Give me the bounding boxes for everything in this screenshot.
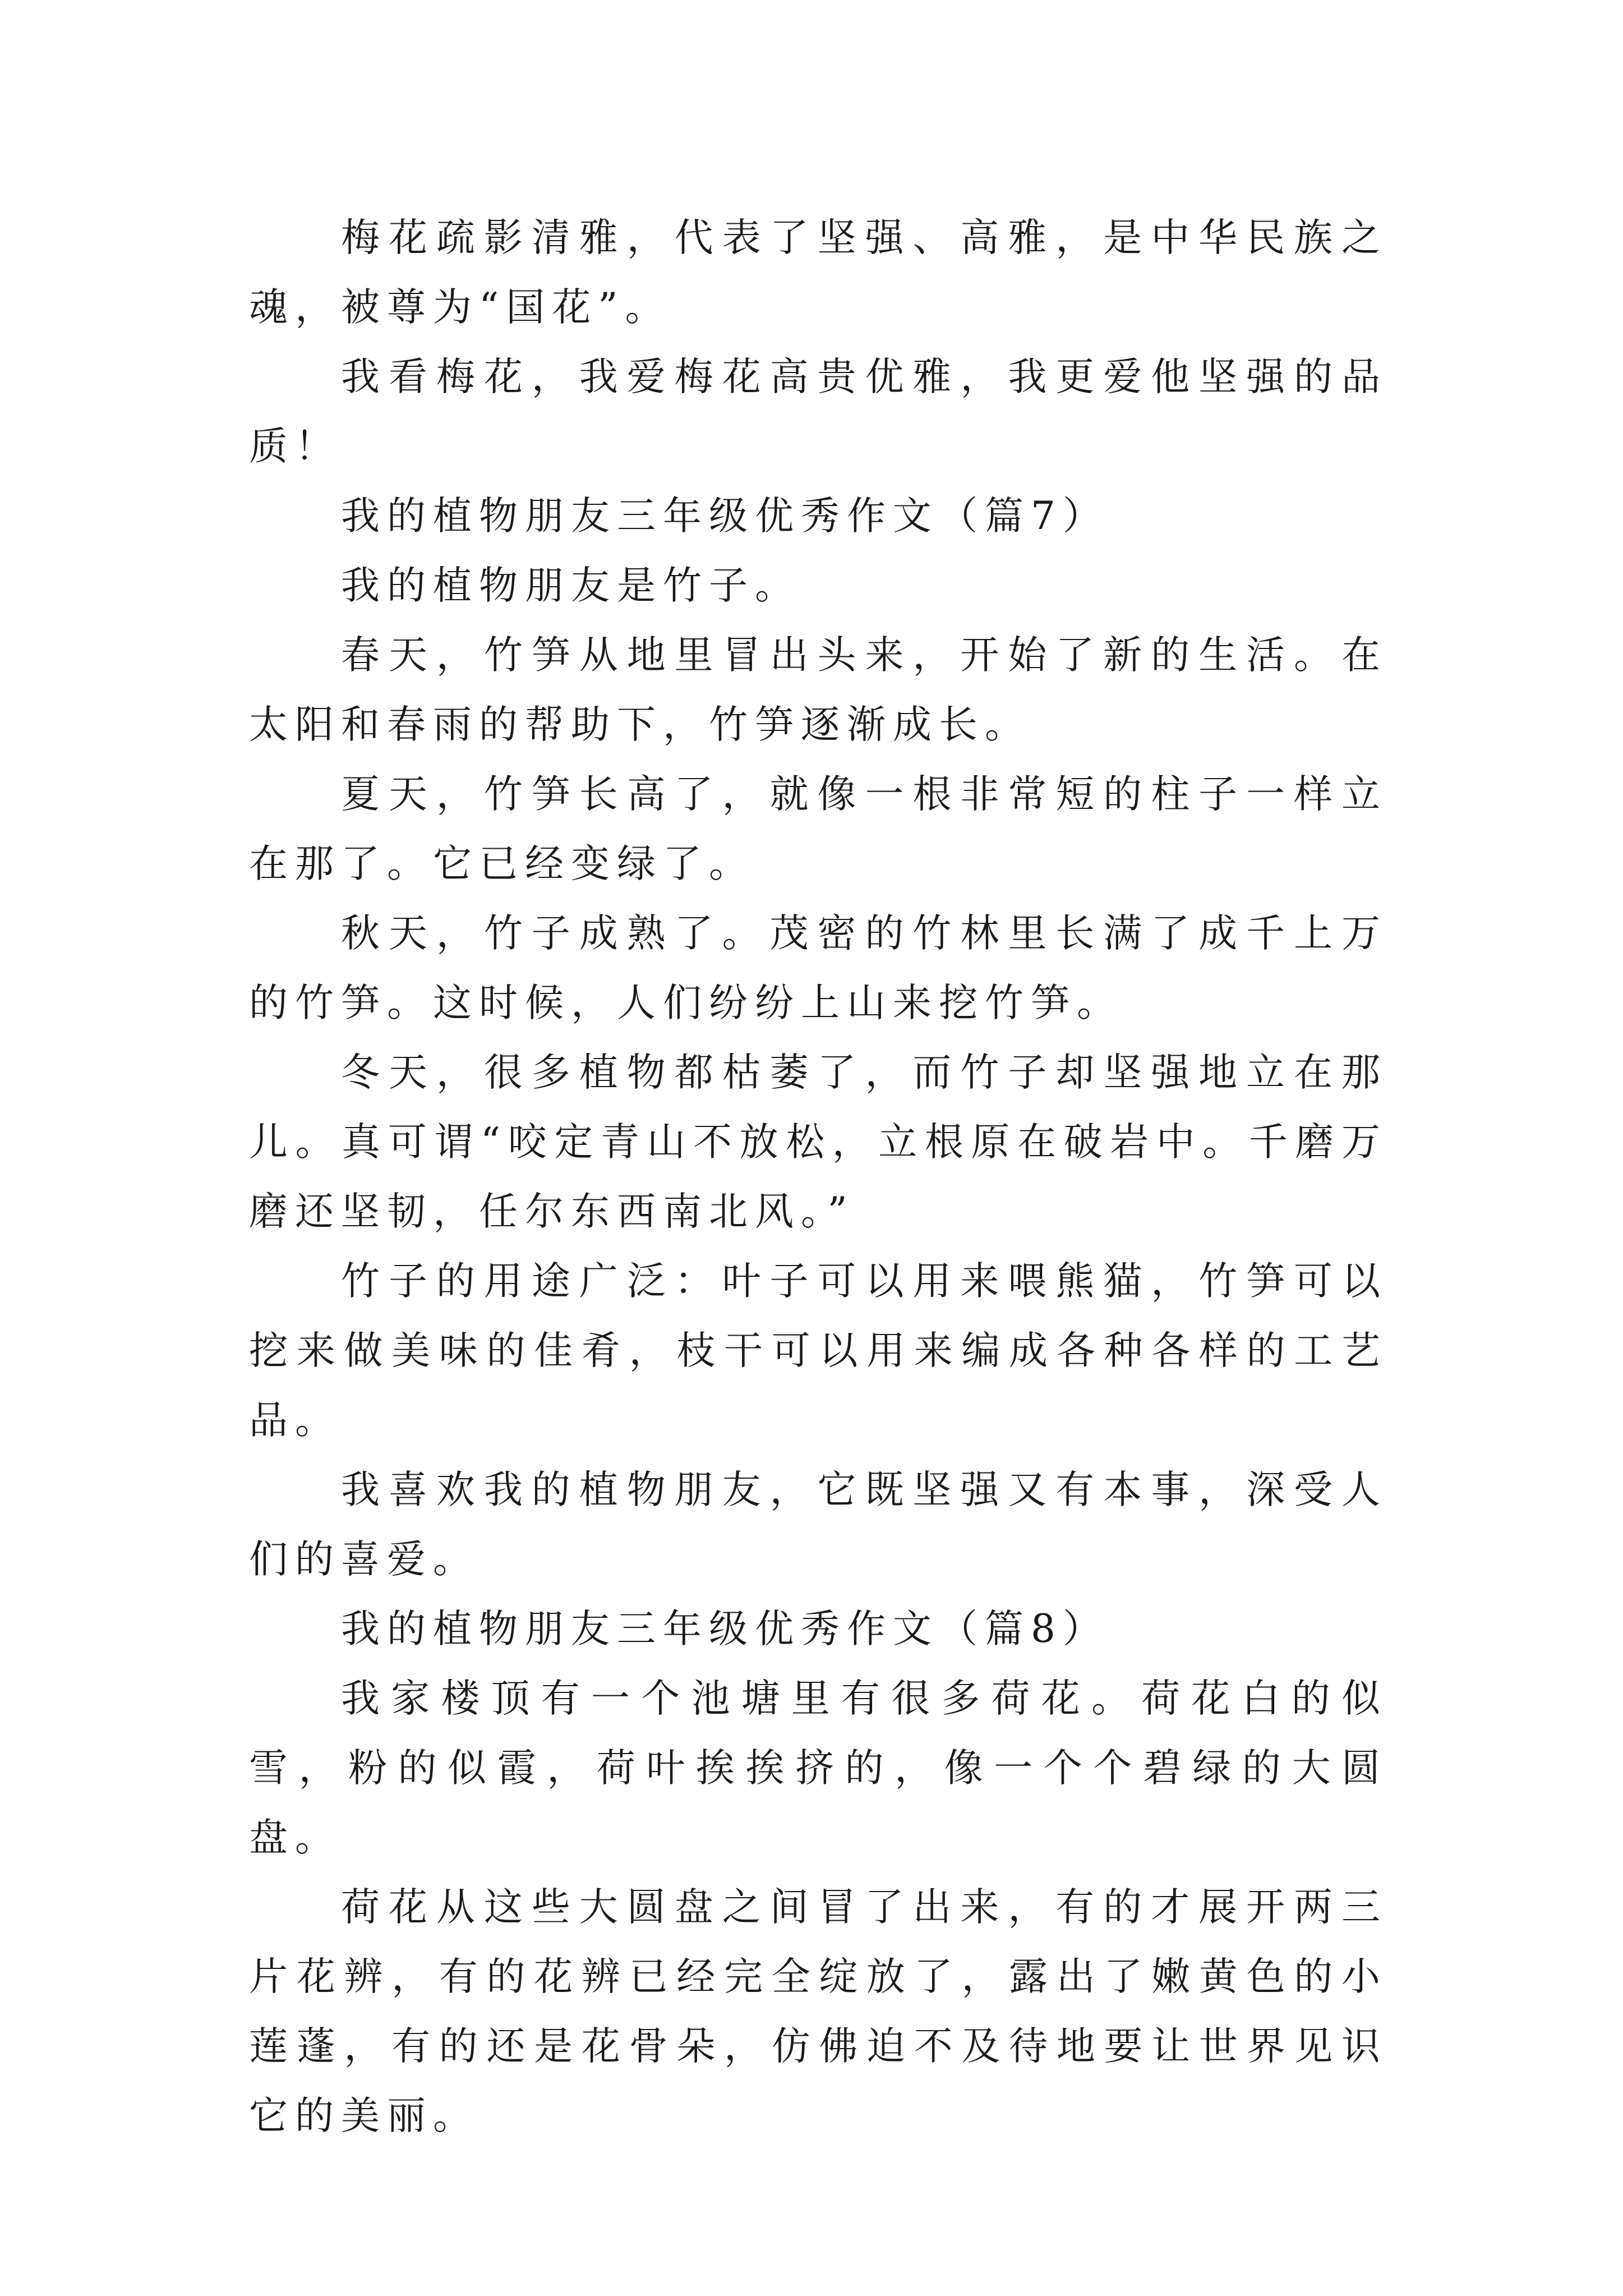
paragraph-bamboo-intro: 我的植物朋友是竹子。 bbox=[341, 563, 801, 608]
paragraph-lotus-bloom: 荷花从这些大圆盘之间冒了出来，有的才展开两三片花辨，有的花辨已经完全绽放了，露出了嫩黄色的小莲蓬，有的还是花骨朵，仿佛迫不及待地要让世界见识它的美丽。 bbox=[249, 1885, 1387, 2138]
essay-heading-8: 我的植物朋友三年级优秀作文（篇8） bbox=[341, 1607, 1109, 1651]
paragraph-plum-symbol: 梅花疏影清雅，代表了坚强、高雅，是中华民族之魂，被尊为“国花”。 bbox=[249, 215, 1387, 330]
essay-heading-7: 我的植物朋友三年级优秀作文（篇7） bbox=[341, 494, 1109, 539]
paragraph-lotus-pond: 我家楼顶有一个池塘里有很多荷花。荷花白的似雪，粉的似霞，荷叶挨挨挤的，像一个个碧绿的大圆盘。 bbox=[249, 1676, 1387, 1860]
paragraph-bamboo-like: 我喜欢我的植物朋友，它既坚强又有本事，深受人们的喜爱。 bbox=[249, 1467, 1387, 1582]
paragraph-winter: 冬天，很多植物都枯萎了，而竹子却坚强地立在那儿。真可谓“咬定青山不放松，立根原在破岩中。千磨万磨还坚韧，任尔东西南北风。” bbox=[249, 1050, 1387, 1234]
paragraph-summer: 夏天，竹笋长高了，就像一根非常短的柱子一样立在那了。它已经变绿了。 bbox=[249, 772, 1387, 886]
paragraph-autumn: 秋天，竹子成熟了。茂密的竹林里长满了成千上万的竹笋。这时候，人们纷纷上山来挖竹笋。 bbox=[249, 911, 1387, 1025]
body-text bbox=[249, 203, 1387, 2151]
paragraph-bamboo-uses: 竹子的用途广泛：叶子可以用来喂熊猫，竹笋可以挖来做美味的佳肴，枝干可以用来编成各种各样的工艺品。 bbox=[249, 1259, 1387, 1443]
paragraph-plum-love: 我看梅花，我爱梅花高贵优雅，我更爱他坚强的品质！ bbox=[249, 355, 1387, 469]
paragraph-spring: 春天，竹笋从地里冒出头来，开始了新的生活。在太阳和春雨的帮助下，竹笋逐渐成长。 bbox=[249, 633, 1387, 747]
